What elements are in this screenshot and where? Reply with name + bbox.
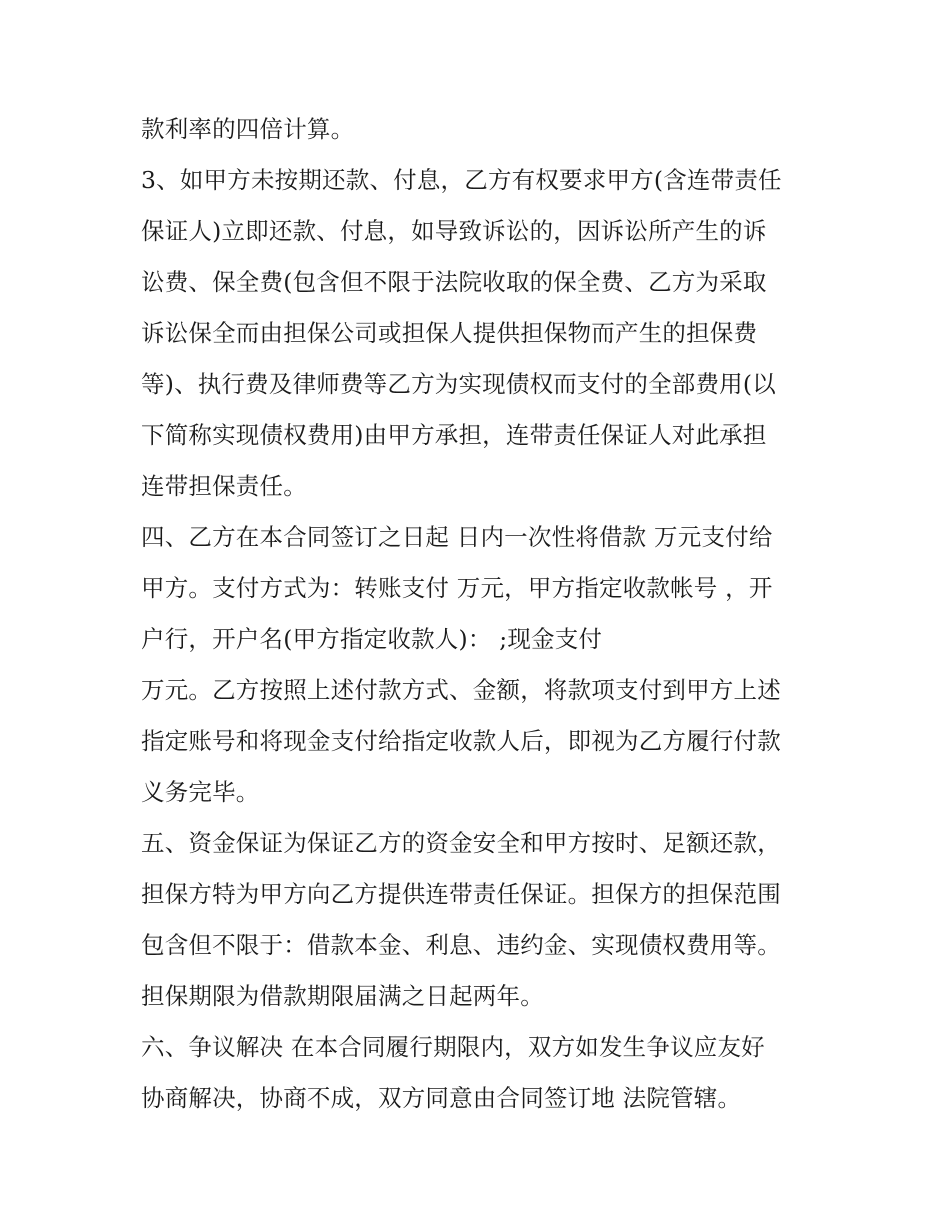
text-line: 四、乙方在本合同签订之日起 日内一次性将借款 万元支付给 [141,523,773,551]
text-line: 万元。乙方按照上述付款方式、金额，将款项支付到甲方上述 [141,676,781,704]
text-line: 包含但不限于：借款本金、利息、违约金、实现债权费用等。 [141,931,781,959]
text-line: 款利率的四倍计算。 [141,115,355,143]
text-line: 保证人)立即还款、付息，如导致诉讼的，因诉讼所产生的诉 [141,217,767,245]
text-line: 担保方特为甲方向乙方提供连带责任保证。担保方的担保范围 [141,880,781,908]
text-line: 下简称实现债权费用)由甲方承担，连带责任保证人对此承担 [141,421,767,449]
text-line: 讼费、保全费(包含但不限于法院收取的保全费、乙方为采取 [141,268,767,296]
text-line: 指定账号和将现金支付给指定收款人后，即视为乙方履行付款 [141,727,781,755]
text-line: 五、资金保证为保证乙方的资金安全和甲方按时、足额还款， [141,829,781,857]
text-line: 3、如甲方未按期还款、付息，乙方有权要求甲方(含连带责任 [141,166,782,194]
text-line: 义务完毕。 [141,778,260,806]
text-line: 协商解决，协商不成，双方同意由合同签订地 法院管辖。 [141,1084,742,1112]
text-line: 等)、执行费及律师费等乙方为实现债权而支付的全部费用(以 [141,370,776,398]
text-line: 六、争议解决 在本合同履行期限内，双方如发生争议应友好 [141,1033,765,1061]
text-line: 担保期限为借款期限届满之日起两年。 [141,982,544,1010]
text-line: 连带担保责任。 [141,472,307,500]
text-line: 诉讼保全而由担保公司或担保人提供担保物而产生的担保费 [141,319,758,347]
text-line: 甲方。支付方式为：转账支付 万元，甲方指定收款帐号 ，开 [141,574,773,602]
text-line: 户行，开户名(甲方指定收款人)： ;现金支付 [141,625,603,653]
